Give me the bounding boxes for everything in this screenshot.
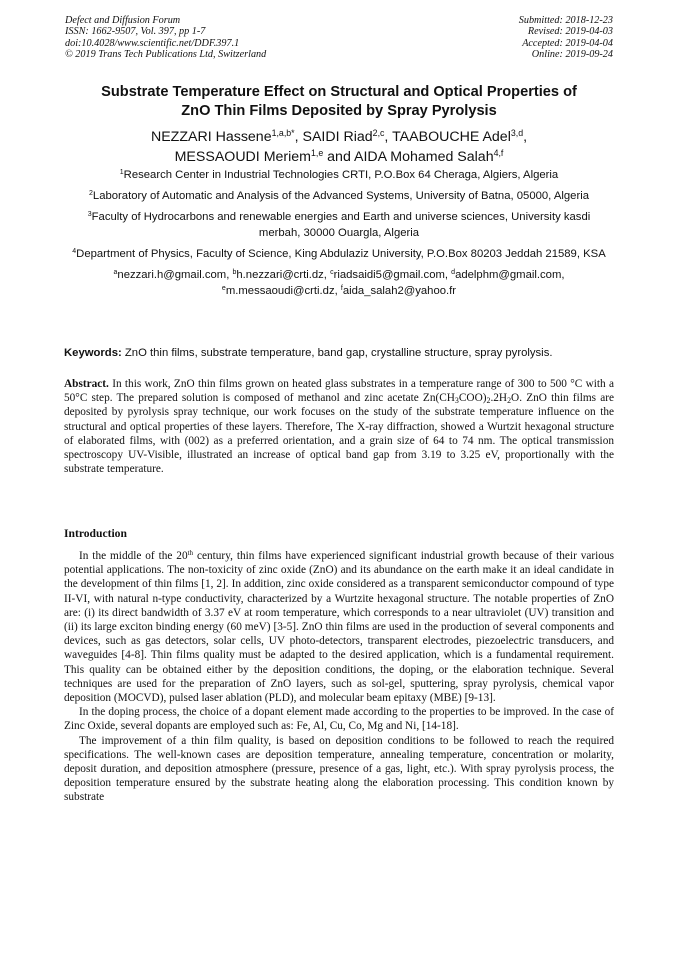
journal-name: Defect and Diffusion Forum (65, 15, 181, 26)
affiliation-item (70, 247, 608, 263)
email-marker: a (113, 269, 118, 277)
revised-date: Revised: 2019-04-03 (527, 26, 613, 38)
author-affiliation-marker: 1,a,b* (271, 128, 295, 139)
author-list (60, 127, 618, 167)
affiliation-item (70, 189, 608, 205)
subscript: 2 (507, 396, 512, 406)
affiliation-number: 4 (72, 248, 77, 256)
affiliation-text: Faculty of Hydrocarbons and renewable energies and Earth and universe sciences, University kasdi merbah, 30000 Ouargla, Algeria (91, 211, 591, 239)
author-name: NEZZARI Hassene (150, 129, 272, 145)
email-list (70, 268, 608, 299)
email-marker: d (451, 269, 456, 277)
copyright-line: © 2019 Trans Tech Publications Ltd, Switzerland (65, 48, 267, 60)
author-name: AIDA Mohamed Salah (354, 149, 494, 165)
author-affiliation-marker: 1,e (310, 148, 324, 159)
abstract-paragraph (64, 377, 614, 476)
author-affiliation-marker: 3,d (510, 128, 524, 139)
affiliation-number: 2 (89, 190, 93, 198)
affiliation-item (70, 168, 608, 184)
body-paragraph (64, 549, 614, 705)
paragraph-text: century, thin films have experienced significant industrial growth because of their various potential applications. The non-toxicity of zinc oxide (ZnO) and its abundance on the earth make it an ideal candidate in the development of thin films [1, 2]. In addition, zinc oxide considered as a transparent semiconductor compound of type II-VI, with natural n-type conductivity, characterized by a Wurtzite hexagonal structure. The notable properties of ZnO are: (i) its direct bandwidth of 3.37 eV at room temperature, which corresponds to a near ultraviolet (UV) transition and (ii) its large exciton binding energy (60 meV) [3-5]. ZnO thin films are used in the production of several components and devices, such as gas detectors, solar cells, UV photo-detectors, transparent electrodes, piezoelectric transducers, and waveguides [4-8]. Thin films quality must be adapted to the desired application, which is a fundamental requirement. This quality can be obtained either by the deposition conditions, the doping, or the elaboration technique. Several techniques are used for the preparation of ZnO layers, such as sol-gel, sputtering, spray pyrolysis, chemical vapor deposition (MOCVD), pulsed laser ablation (PLD), and molecular beam epitaxy (MBE) [9-13]. (64, 550, 615, 705)
author-name: MESSAOUDI Meriem (174, 149, 311, 165)
affiliation-number: 1 (119, 169, 124, 177)
email-address[interactable]: h.nezzari@crti.dz, (236, 268, 331, 281)
abstract-text: O. ZnO thin films are deposited by pyrolysis spray technique, our work focuses on the study of the substrate temperature influence on the structural and optical properties of these layers. Therefore, The X-ray diffraction, showed a Wurtzit hexagonal structure of elaborated films, with (002) as a preferred orientation, and a grain size of 64 to 74 nm. The optical transmission spectroscopy UV-Visible, illustrated an increase of optical band gap from 3.19 to 3.25 eV, proportionally with the substrate temperature. (64, 392, 614, 476)
affiliation-text: Department of Physics, Faculty of Science, King Abdulaziz University, P.O.Box 80203 Jeddah 21589, KSA (76, 247, 606, 260)
author-name: TAABOUCHE Adel (392, 129, 511, 145)
keywords-text: ZnO thin films, substrate temperature, band gap, crystalline structure, spray pyrolysis. (121, 347, 553, 359)
author-separator: , (523, 129, 528, 145)
online-date: Online: 2019-09-24 (531, 48, 613, 60)
email-address[interactable]: adelphm@gmail.com, (455, 268, 565, 281)
body-paragraph: The improvement of a thin film quality, is based on deposition conditions to be followed to reach the required specifications. The well-known cases are deposition temperature, annealing temperature, concentration or molarity, deposit duration, and deposition atmosphere (pressure, presence of a gas, light, etc.). With spray pyrolysis process, the deposition temperature ensured by the substrate heating along the elaboration processing. This condition known by substrate (64, 734, 614, 804)
email-marker: f (340, 284, 343, 292)
dates-info (519, 15, 613, 60)
author-affiliation-marker: 4,f (493, 148, 504, 159)
author-separator: , (384, 129, 393, 145)
superscript: th (187, 549, 194, 558)
abstract-label: Abstract. (64, 378, 109, 390)
abstract-text: .2H (490, 392, 508, 405)
section-heading: Introduction (64, 527, 127, 540)
author-affiliation-marker: 2,c (372, 128, 385, 139)
keywords-line (64, 346, 618, 361)
email-address[interactable]: aida_salah2@yahoo.fr (342, 284, 457, 297)
affiliation-text: Laboratory of Automatic and Analysis of the Advanced Systems, University of Batna, 05000, Algeria (92, 190, 589, 203)
affiliation-number: 3 (87, 211, 92, 219)
email-marker: e (221, 284, 226, 292)
author-name: SAIDI Riad (302, 129, 373, 145)
email-address[interactable]: nezzari.h@gmail.com, (117, 268, 233, 281)
email-address[interactable]: riadsaidi5@gmail.com, (333, 268, 452, 281)
body-paragraph: In the doping process, the choice of a dopant element made according to the properties to be improved. In the case of Zinc Oxide, several dopants are employed such as: Fe, Al, Cu, Co, Mg and Ni, [14-18]. (64, 706, 614, 733)
doi-line: doi:10.4028/www.scientific.net/DDF.397.1 (65, 37, 240, 49)
email-marker: c (330, 269, 334, 277)
paragraph-text: In the middle of the 20 (79, 550, 188, 562)
submitted-date: Submitted: 2018-12-23 (518, 15, 613, 26)
issn-line: ISSN: 1662-9507, Vol. 397, pp 1-7 (65, 26, 206, 38)
introduction-body (64, 549, 614, 805)
accepted-date: Accepted: 2019-04-04 (522, 37, 613, 49)
title-line-1: Substrate Temperature Effect on Structural and Optical Properties of (101, 84, 577, 100)
email-address[interactable]: m.messaoudi@crti.dz, (225, 284, 341, 297)
keywords-label: Keywords: (64, 347, 122, 359)
email-marker: b (232, 269, 237, 277)
abstract-text: COO) (458, 392, 487, 405)
abstract-text: In this work, ZnO thin films grown on heated glass substrates in a temperature range of 300 to 500 °C with a 50°C step. The prepared solution is composed of methanol and zinc acetate Zn(CH (64, 378, 614, 405)
subscript: 3 (454, 396, 459, 406)
paper-title (60, 83, 618, 121)
affiliation-item (70, 210, 608, 241)
publication-info (65, 15, 266, 60)
author-separator: , (294, 129, 303, 145)
affiliation-text: Research Center in Industrial Technologies CRTI, P.O.Box 64 Cheraga, Algiers, Algeria (123, 169, 559, 181)
title-line-2: ZnO Thin Films Deposited by Spray Pyrolysis (181, 103, 497, 119)
author-separator: and (323, 149, 354, 165)
affiliation-list (70, 168, 608, 305)
subscript: 2 (486, 396, 491, 406)
